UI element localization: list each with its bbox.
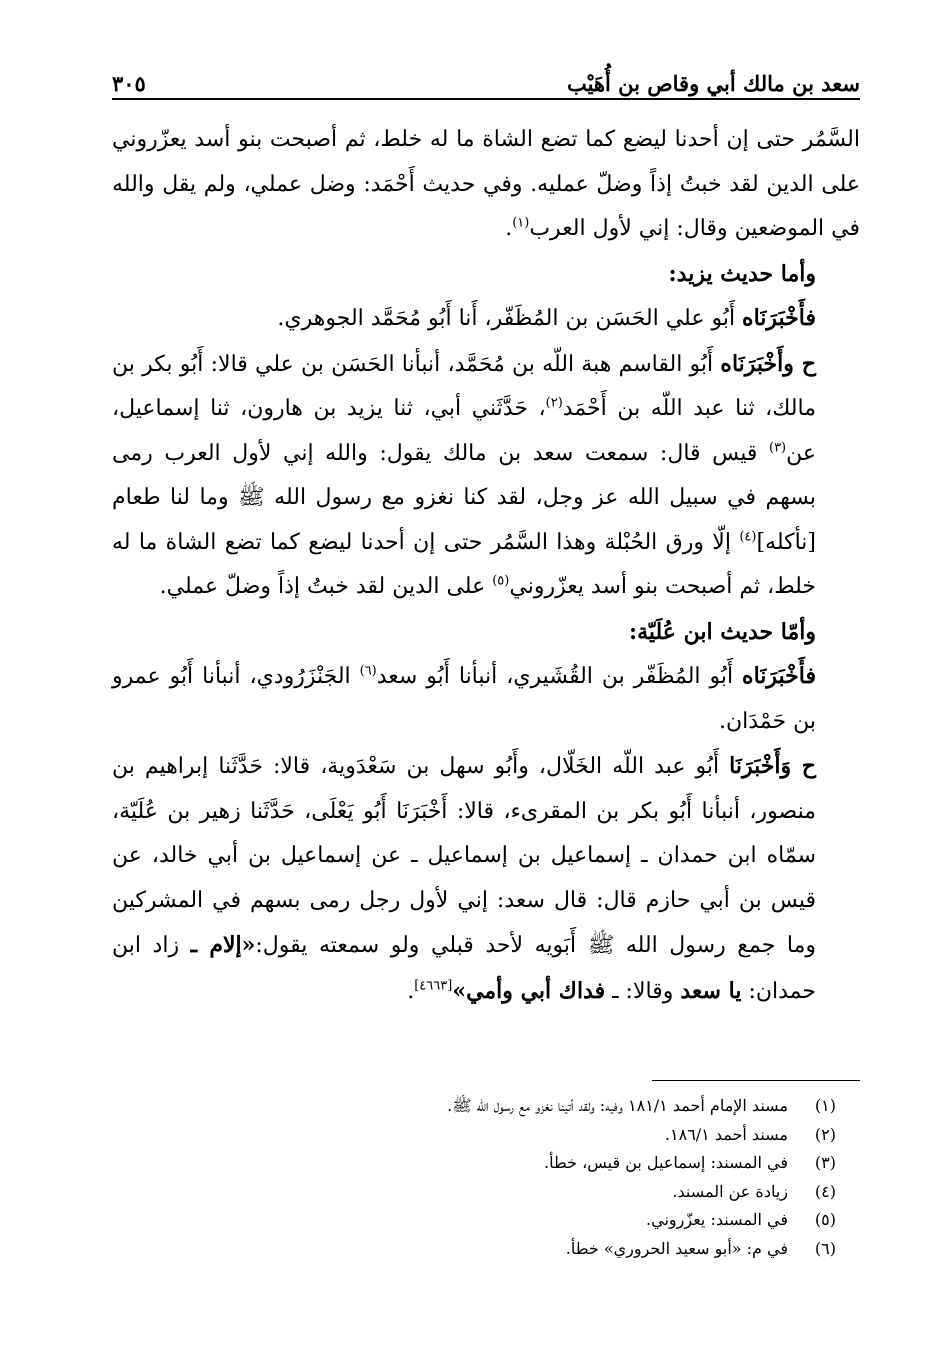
footnote-ref-6: (٦) <box>359 663 377 679</box>
footnotes <box>112 1092 836 1263</box>
paragraph-5-text-a: أَبُو عبد اللّه الخَلّال، وأَبُو سهل بن سَعْدَوية، قالا: حَدَّثَنا إبراهيم بن منصور، أنبأنا أَبُو بكر بن المقرىء، قالا: أَخْبَرَنَا أَبُو يَعْلَى، حَدَّثَنا زهير بن عُلَيّة، سمّاه ابن حمدان ـ إسماعيل بن إسماعيل ـ عن إسماعيل بن أبي خالد، عن قيس بن أبي حازم قال: قال سعد: إني لأول رجل رمى بسهم في المشركين وما جمع رسول الله ﷺ أَبَويه لأحد قبلي ولو سمعته يقول: <box>112 754 816 958</box>
footnote-number: (١) <box>814 1096 836 1115</box>
paragraph-2 <box>112 296 860 342</box>
paragraph-3-text-d: إلّا ورق الحُبْلة وهذا السَّمُر حتى إن أحدنا ليضع كما تضع الشاة ما له خلط، ثم أصبحت بنو أسد يعزّروني <box>112 529 816 599</box>
paragraph-5-text-b: زاد ابن حمدان: <box>112 933 816 1004</box>
paragraph-3-text-c: قيس قال: سمعت سعد بن مالك يقول: والله إني لأول العرب رمى بسهم في سبيل الله عز وجل، لقد كنا نغزو مع رسول الله ﷺ وما لنا طعام [نأكله] <box>112 440 816 555</box>
paragraph-2-lead: فأَخْبَرَنَاه <box>742 305 816 331</box>
paragraph-1-end: . <box>505 216 513 241</box>
main-text <box>112 118 860 1014</box>
paragraph-3-text-e: على الدين لقد خبتُ إذاً وضلّ عملي. <box>159 574 493 599</box>
footnote-number: (٢) <box>814 1124 836 1144</box>
paragraph-3-text-a: أَبُو القاسم هبة اللّه بن مُحَمَّد، أنبأنا الحَسَن بن علي قالا: أَبُو بكر بن مالك، ثنا عبد اللّه بن أَحْمَد <box>112 351 816 421</box>
footnote-text: في م: «أبو سعيد الحروري» خطأ. <box>565 1238 788 1258</box>
paragraph-2-text: أَبُو علي الحَسَن بن المُظَفّر، أَنا أَبُو مُحَمَّد الجوهري. <box>277 306 743 331</box>
footnote-ref-2: (٢) <box>545 395 563 411</box>
footnote-number: (٣) <box>814 1153 836 1172</box>
paragraph-4-text-b: الجَنْزَرُودي، أنبأنا أَبُو عمرو بن حَمْدَان. <box>112 664 816 734</box>
footnote-1 <box>112 1092 836 1121</box>
paragraph-3-text-b: ، حَدَّثَني أبي، ثنا يزيد بن هارون، ثنا إسماعيل، عن <box>112 396 816 466</box>
footnote-text: مسند أحمد ١٨٦/١. <box>664 1124 788 1144</box>
footnote-ref-1: (١) <box>512 215 530 231</box>
footnote-ref-3: (٣) <box>768 440 787 456</box>
paragraph-4 <box>112 654 860 744</box>
footnote-rule <box>652 1080 860 1081</box>
footnote-text: زيادة عن المسند. <box>672 1181 788 1201</box>
footnote-text: في المسند: يعزّروني. <box>646 1210 788 1229</box>
section-heading-ibn-ulayya: وأمّا حديث ابن عُلَيّة: <box>628 618 816 645</box>
footnote-number: (٥) <box>814 1210 836 1229</box>
footnote-ref-4: (٤) <box>739 529 757 545</box>
footnote-number: (٤) <box>814 1181 836 1201</box>
paragraph-5-lead: ح وَأَخْبَرَنَا <box>729 753 816 779</box>
footnote-5 <box>112 1206 836 1235</box>
footnote-2 <box>112 1121 836 1150</box>
footnote-6 <box>112 1235 836 1264</box>
paragraph-5-end: . <box>407 978 415 1004</box>
paragraph-5-bold-1: «إلام ـ <box>190 932 256 958</box>
running-header <box>112 62 860 96</box>
paragraph-1 <box>112 118 860 252</box>
footnote-ref-5: (٥) <box>492 573 510 589</box>
header-rule <box>112 98 860 100</box>
footnote-text: في المسند: إسماعيل بن قيس، خطأ. <box>544 1153 788 1172</box>
paragraph-5-text-c: وقالا: ـ <box>605 978 681 1004</box>
paragraph-4-text-a: أَبُو المُظَفّر بن القُشَيري، أنبأنا أَبُو سعد <box>376 664 743 689</box>
running-title: سعد بن مالك أبي وقاص بن أُهَيْب <box>566 71 860 96</box>
paragraph-3-lead: ح وأَخْبَرَنَاه <box>720 350 817 377</box>
paragraph-3 <box>112 342 860 610</box>
footnote-3 <box>112 1149 836 1178</box>
footnote-text: مسند الإمام أحمد ١٨١/١ وفيه: ولقد أتينا نغزو مع رسول الله ﷺ. <box>447 1096 788 1115</box>
paragraph-5-bold-2: يا سعد <box>680 977 742 1004</box>
section-heading-yazid: وأما حديث يزيد: <box>668 260 816 287</box>
page-number: ٣٠٥ <box>112 71 146 96</box>
paragraph-1-text: السَّمُر حتى إن أحدنا ليضع كما تضع الشاة ما له خلط، ثم أصبحت بنو أسد يعزّروني على الدين لقد خبتُ إذاً وضلّ عمليه. وفي حديث أَحْمَد: وضل عملي، ولم يقل والله في الموضعين وقال: إني لأول العرب <box>112 127 860 241</box>
paragraph-4-lead: فأَخْبَرَنَاه <box>742 663 816 689</box>
paragraph-5-bold-3: فداك أبي وأمي» <box>452 977 606 1004</box>
hadith-number: [٤٦٦٣] <box>414 978 453 994</box>
paragraph-5 <box>112 744 860 1014</box>
footnote-4 <box>112 1178 836 1207</box>
footnote-number: (٦) <box>814 1238 836 1258</box>
